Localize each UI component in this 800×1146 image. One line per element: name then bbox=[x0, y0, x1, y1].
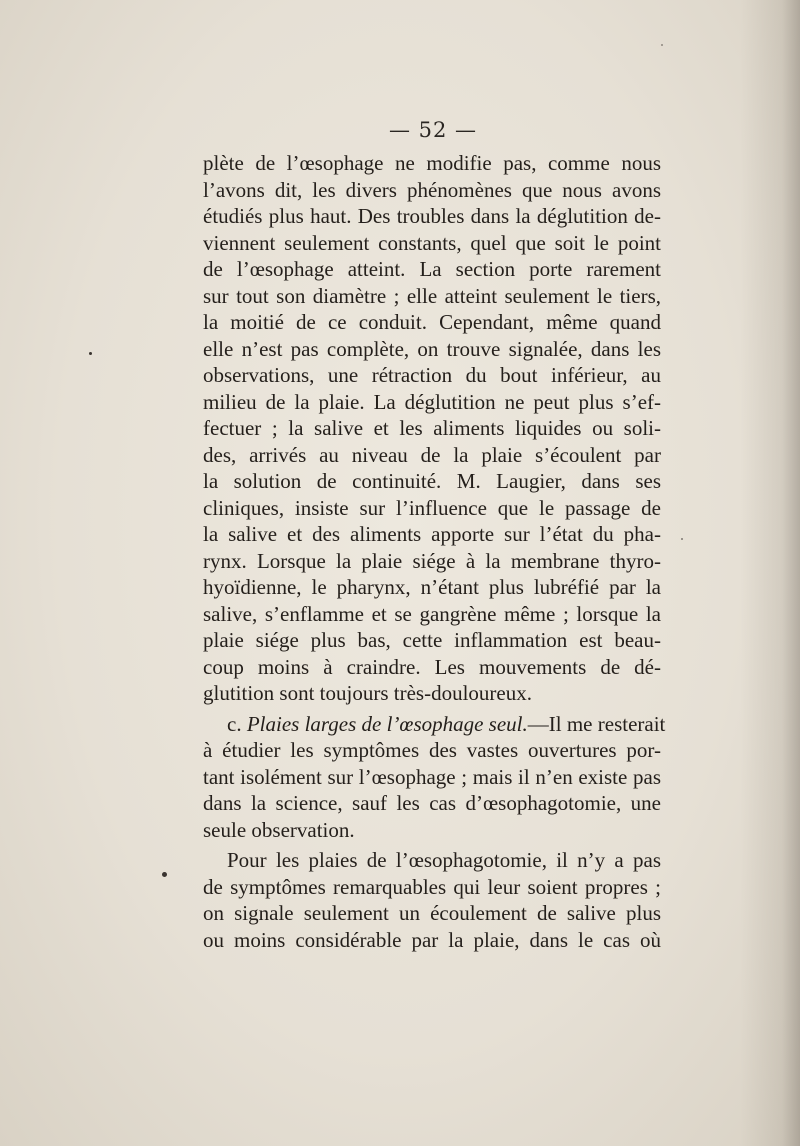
text-line: seule observation. bbox=[203, 817, 355, 842]
section-heading-line bbox=[203, 711, 666, 738]
text-line: tant isolément sur l’œsophage ; mais il n’en existe pas bbox=[203, 764, 661, 789]
text-line: des, arrivés au niveau de la plaie s’écoulent par bbox=[203, 442, 661, 467]
text-line: Pour les plaies de l’œsophagotomie, il n’y a pas bbox=[227, 848, 661, 872]
text-line: étudiés plus haut. Des troubles dans la déglutition de- bbox=[203, 204, 661, 228]
text-line: dans la science, sauf les cas d’œsophagotomie, une bbox=[203, 791, 661, 815]
section-letter: c. bbox=[227, 711, 247, 736]
text-line: à étudier les symptômes des vastes ouvertures por- bbox=[203, 738, 661, 762]
ink-speck bbox=[681, 538, 683, 540]
text-line: on signale seulement un écoulement de salive plus bbox=[203, 901, 661, 925]
text-line: fectuer ; la salive et les aliments liquides ou soli- bbox=[203, 416, 661, 440]
text-line: rynx. Lorsque la plaie siége à la membrane thyro- bbox=[203, 548, 661, 573]
ink-speck bbox=[162, 872, 167, 877]
text-line: ou moins considérable par la plaie, dans le cas où bbox=[203, 927, 661, 952]
text-line: la salive et des aliments apporte sur l’état du pha- bbox=[203, 522, 661, 546]
text-line: elle n’est pas complète, on trouve signalée, dans les bbox=[203, 336, 661, 361]
page-edge-shadow bbox=[740, 0, 800, 1146]
text-line: salive, s’enflamme et se gangrène même ; lorsque la bbox=[203, 601, 661, 626]
text-line: milieu de la plaie. La déglutition ne peut plus s’ef- bbox=[203, 389, 661, 414]
text-line: de l’œsophage atteint. La section porte rarement bbox=[203, 257, 661, 281]
text-line: sur tout son diamètre ; elle atteint seulement le tiers, bbox=[203, 283, 661, 308]
text-line: cliniques, insiste sur l’influence que le passage de bbox=[203, 495, 661, 520]
page-number: — 52 — bbox=[388, 118, 478, 142]
text-line: glutition sont toujours très-douloureux. bbox=[203, 681, 532, 705]
text-line: de symptômes remarquables qui leur soient propres ; bbox=[203, 874, 661, 899]
ink-speck bbox=[661, 44, 663, 46]
text-line: observations, une rétraction du bout inférieur, au bbox=[203, 363, 661, 387]
text-line: l’avons dit, les divers phénomènes que nous avons bbox=[203, 177, 661, 202]
text-line: viennent seulement constants, quel que soit le point bbox=[203, 230, 661, 255]
text-line: la solution de continuité. M. Laugier, dans ses bbox=[203, 469, 661, 493]
body-text bbox=[203, 150, 666, 953]
ink-speck bbox=[89, 352, 92, 355]
text-line: la moitié de ce conduit. Cependant, même quand bbox=[203, 310, 661, 334]
text-line: coup moins à craindre. Les mouvements de dé- bbox=[203, 654, 661, 679]
text-line: plaie siége plus bas, cette inflammation est beau- bbox=[203, 628, 661, 652]
text-line: plète de l’œsophage ne modifie pas, comme nous bbox=[203, 151, 661, 175]
text-line: hyoïdienne, le pharynx, n’étant plus lubréfié par la bbox=[203, 575, 661, 599]
section-heading-continuation: —Il me resterait bbox=[527, 711, 666, 736]
section-heading: Plaies larges de l’œsophage seul. bbox=[246, 711, 528, 736]
